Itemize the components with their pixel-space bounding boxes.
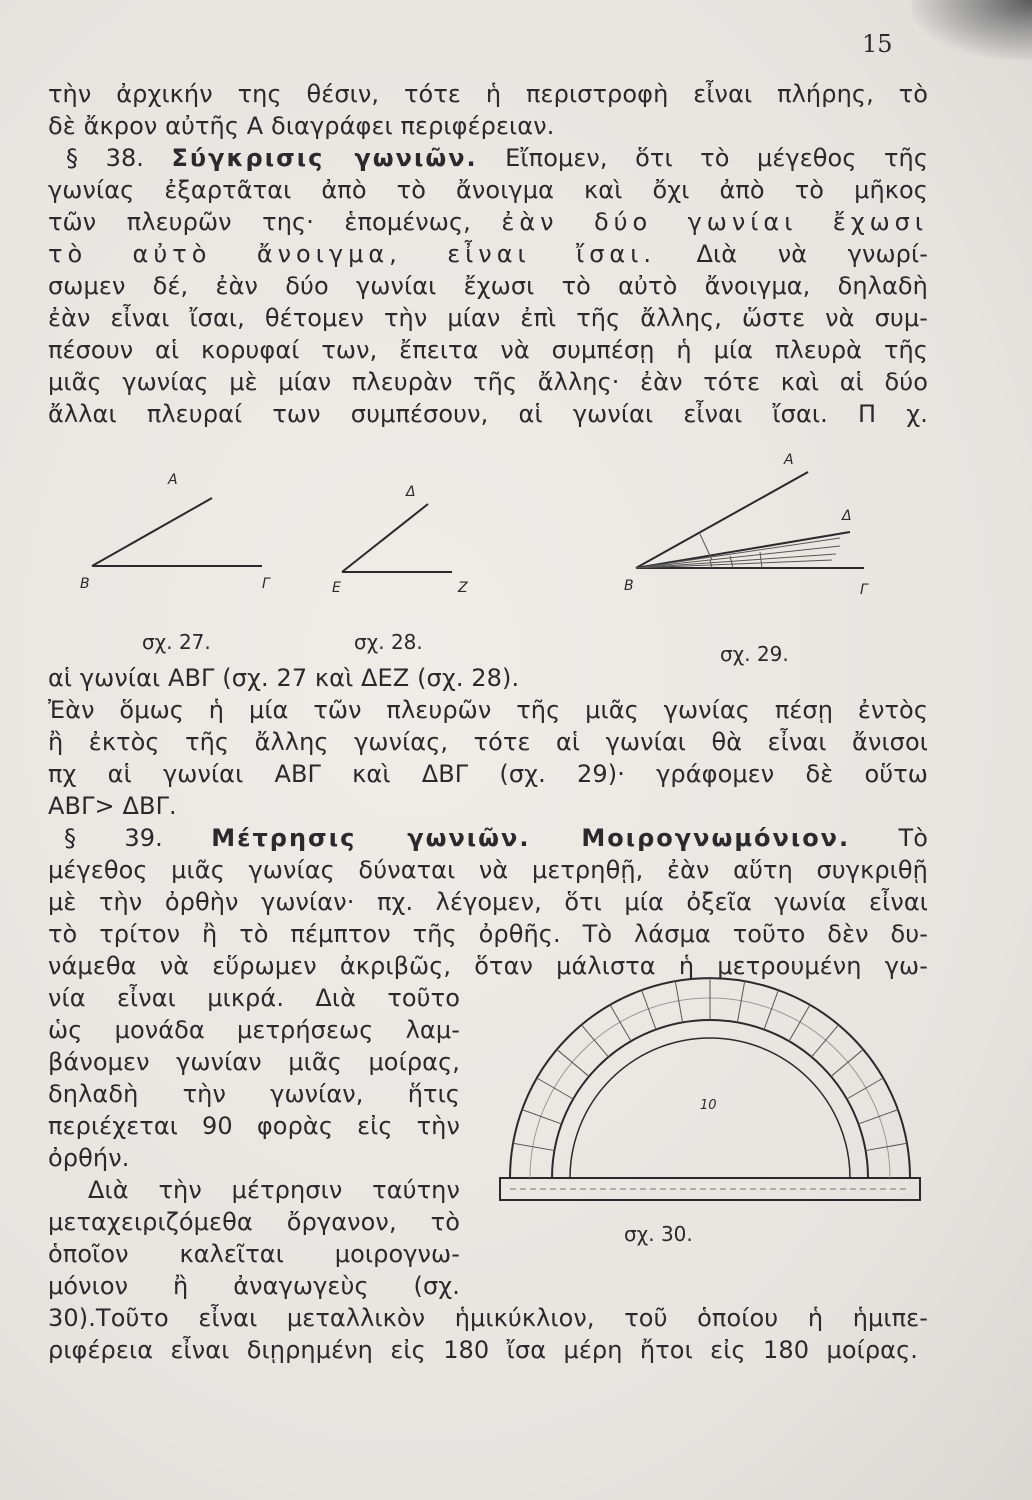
protractor-tick [675,981,682,1022]
figure-27-label-a: Α [168,472,178,488]
figure-30-caption: σχ. 30. [624,1222,693,1246]
protractor-tick [764,990,778,1029]
section-heading: Μέτρησις γωνιῶν. Μοιρογνωμόνιον. [211,824,851,852]
text-line: τὸ τρίτον ἢ τὸ πέμπτον τῆς ὀρθῆς. Τὸ λάσμα τοῦτο δὲν δυ- [48,920,928,948]
text-span: τῶν πλευρῶν της· ἑπομένως, [48,208,471,236]
text-line: δηλαδὴ τὴν γωνίαν, ἥτις [48,1080,460,1108]
text-line: σωμεν δέ, ἐὰν δύο γωνίαι ἔχωσι τὸ αὐτὸ ἄνοιγμα, δηλαδὴ [48,272,928,300]
text-line: ὁποῖον καλεῖται μοιρογνω- [48,1240,460,1268]
text-line: βάνομεν γωνίαν μιᾶς μοίρας, [48,1048,460,1076]
text-line: ΑΒΓ> ΔΒΓ. [48,792,177,820]
protractor-tick [831,1049,863,1076]
figure-30-inner-label: 10 [700,1098,717,1113]
figure-27-caption: σχ. 27. [142,630,211,654]
protractor-tick [610,1005,631,1041]
protractor-tick [557,1049,589,1076]
section-heading: Σύγκρισις γωνιῶν. [171,144,478,172]
text-line: πχ αἱ γωνίαι ΑΒΓ καὶ ΔΒΓ (σχ. 29)· γράφομεν δὲ οὕτω [48,760,928,788]
figure-29-label-d: Δ [842,508,852,524]
protractor-tick [812,1025,839,1057]
text-span: Εἴπομεν, ὅτι τὸ μέγεθος τῆς [505,144,929,172]
figure-28-label-d: Δ [406,484,416,500]
text-line: νάμεθα νὰ εὕρωμεν ἀκριβῶς, ὅταν μάλιστα ἡ μετρουμένη γω- [48,952,928,980]
protractor-tick [858,1110,897,1124]
text-line: μὲ τὴν ὀρθὴν γωνίαν· πχ. λέγομεν, ὅτι μία ὀξεῖα γωνία εἶναι [48,888,928,916]
text-line: Ἐὰν ὅμως ἡ μία τῶν πλευρῶν τῆς μιᾶς γωνίας πέσῃ ἐντὸς [48,696,928,724]
text-line: ὀρθήν. [48,1144,130,1172]
text-span: Τὸ [898,824,929,852]
figure-29-label-g: Γ [860,582,868,598]
text-line: μόνιον ἢ ἀναγωγεὺς (σχ. [48,1272,460,1300]
text-line: μέγεθος μιᾶς γωνίας δύναται νὰ μετρηθῇ, ἐὰν αὕτη συγκριθῇ [48,856,928,884]
figure-28-label-z: Ζ [458,580,468,596]
text-line: δὲ ἄκρον αὐτῆς Α διαγράφει περιφέρειαν. [48,112,555,140]
protractor-tick [522,1110,561,1124]
text-line: Διὰ τὴν μέτρησιν ταύτην [88,1176,460,1204]
text-line: γωνίας ἐξαρτᾶται ἀπὸ τὸ ἄνοιγμα καὶ ὄχι ἀπὸ τὸ μῆκος [48,176,928,204]
text-line: ὡς μονάδα μετρήσεως λαμ- [48,1016,460,1044]
protractor-tick [581,1025,608,1057]
text-line: ριφέρεια εἶναι διῃρημένη εἰς 180 ἴσα μέρη ἤτοι εἰς 180 μοίρας. [48,1336,918,1364]
section-number: § 38. [66,144,145,172]
figure-29-label-b: Β [624,578,634,594]
figure-28-caption: σχ. 28. [354,630,423,654]
text-line: 30).Τοῦτο εἶναι μεταλλικὸν ἡμικύκλιον, τοῦ ὁποίου ἡ ἡμιπε- [48,1304,928,1332]
figure-29-label-a: Α [784,452,794,468]
text-line: περιέχεται 90 φορὰς εἰς τὴν [48,1112,460,1140]
page-number: 15 [862,30,893,58]
text-line: πέσουν αἱ κορυφαί των, ἔπειτα νὰ συμπέσῃ ἡ μία πλευρὰ τῆς [48,336,928,364]
protractor-tick [537,1078,573,1099]
text-line: ἄλλαι πλευραί των συμπέσουν, αἱ γωνίαι εἶναι ἴσαι. Π χ. [48,400,928,428]
figure-27-label-b: Β [80,576,90,592]
protractor-tick [737,981,744,1022]
protractor-tick [866,1143,907,1150]
text-line: ἐὰν εἶναι ἴσαι, θέτομεν τὴν μίαν ἐπὶ τῆς ἄλλης, ὥστε νὰ συμ- [48,304,928,332]
text-line: τὴν ἀρχικήν της θέσιν, τότε ἡ περιστροφὴ εἶναι πλήρης, τὸ [48,80,928,108]
protractor-tick [642,990,656,1029]
section-number: § 39. [64,824,163,852]
emphasis-span: τὸ αὐτὸ ἄνοιγμα, εἶναι ἴσαι. [48,240,656,268]
protractor-tick [789,1005,810,1041]
protractor-tick [847,1078,883,1099]
protractor-tick [513,1143,554,1150]
text-line: μεταχειριζόμεθα ὄργανον, τὸ [48,1208,460,1236]
text-span: Διὰ νὰ γνωρί- [696,240,928,268]
text-line: μιᾶς γωνίας μὲ μίαν πλευρὰν τῆς ἄλλης· ἐὰν τότε καὶ αἱ δύο [48,368,928,396]
figure-27-label-g: Γ [262,576,270,592]
text-line: νία εἶναι μικρά. Διὰ τοῦτο [48,984,460,1012]
text-line: ἢ ἐκτὸς τῆς ἄλλης γωνίας, τότε αἱ γωνίαι θὰ εἶναι ἄνισοι [48,728,928,756]
figure-29-caption: σχ. 29. [720,642,789,666]
text-line: αἱ γωνίαι ΑΒΓ (σχ. 27 καὶ ΔΕΖ (σχ. 28). [48,664,520,692]
emphasis-span: ἐὰν δύο γωνίαι ἔχωσι [501,208,928,236]
figure-28-label-e: Ε [332,580,341,596]
